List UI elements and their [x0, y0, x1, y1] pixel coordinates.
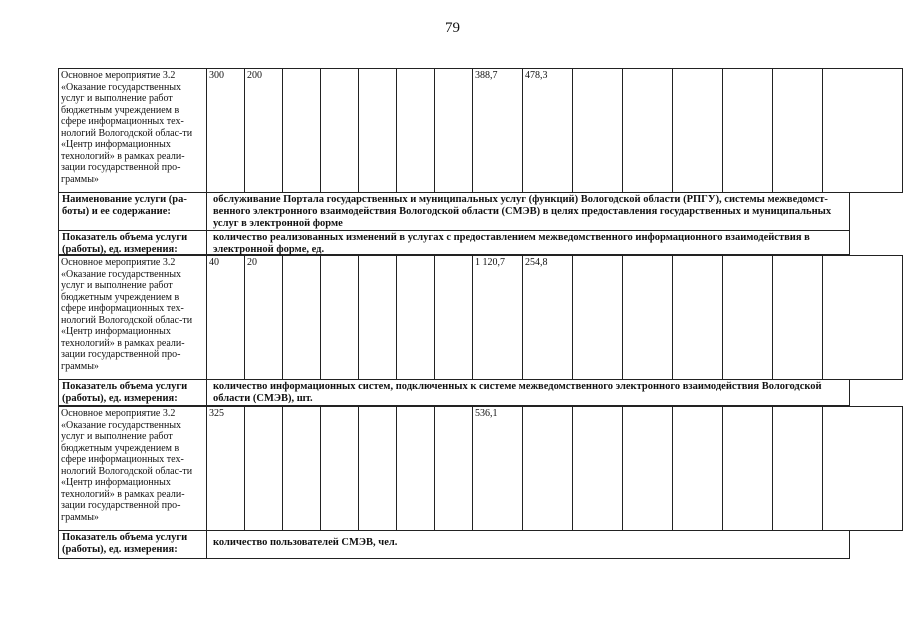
table-cell — [359, 407, 397, 531]
table-cell — [397, 256, 435, 380]
indicator-row-1 — [58, 231, 850, 255]
table-cell — [397, 407, 435, 531]
activity-row-2 — [58, 255, 850, 380]
table-cell: 300 — [207, 69, 245, 193]
table-cell — [573, 407, 623, 531]
page-number: 79 — [445, 20, 460, 36]
table-cell — [359, 69, 397, 193]
indicator-value: количество реализованных изменений в услугах с предоставлением межведомственного информационного взаимодействия в электронной форме, ед. — [213, 232, 810, 255]
activity-row-1 — [58, 68, 850, 193]
data-table-3 — [58, 406, 903, 531]
table-cell — [435, 256, 473, 380]
service-label: Наименование услуги (ра-боты) и ее содержание: — [59, 193, 207, 230]
table-cell — [435, 407, 473, 531]
table-cell — [723, 256, 773, 380]
table-cell — [435, 69, 473, 193]
table-cell: 40 — [207, 256, 245, 380]
activity-description: Основное мероприятие 3.2 «Оказание государственных услуг и выполнение работ бюджетным учреждением в сфере информационных тех-нологий Вологодской облас-ти «Центр информационных технологий» в рамках реали-зации государственной про-граммы» — [59, 407, 207, 531]
indicator-row-2 — [58, 380, 850, 406]
table-cell — [321, 256, 359, 380]
indicator-row-3 — [58, 531, 850, 559]
indicator-label: Показатель объема услуги (работы), ед. измерения: — [59, 380, 207, 405]
table-cell — [673, 256, 723, 380]
table-cell — [283, 256, 321, 380]
table-cell: 20 — [245, 256, 283, 380]
indicator-value: количество пользователей СМЭВ, чел. — [213, 537, 398, 548]
table-cell — [623, 256, 673, 380]
table-cell — [823, 407, 903, 531]
table-cell — [523, 407, 573, 531]
table-cell: 1 120,7 — [473, 256, 523, 380]
table-cell — [573, 69, 623, 193]
indicator-label: Показатель объема услуги (работы), ед. измерения: — [59, 231, 207, 254]
table-cell — [673, 69, 723, 193]
table-cell — [823, 69, 903, 193]
table-cell: 536,1 — [473, 407, 523, 531]
service-value: обслуживание Портала государственных и муниципальных услуг (функций) Вологодской области (РПГУ), системы межведомст-венного электронного взаимодействия Вологодской области (СМЭВ) в целях предоставления государственных и муниципальных услуг в электронной форме — [213, 194, 832, 229]
table-cell — [823, 256, 903, 380]
table-cell: 254,8 — [523, 256, 573, 380]
table-cell — [321, 407, 359, 531]
activity-row-3 — [58, 406, 850, 531]
table-cell — [773, 256, 823, 380]
table-cell — [623, 69, 673, 193]
table-cell: 478,3 — [523, 69, 573, 193]
table-cell: 325 — [207, 407, 245, 531]
table-cell — [397, 69, 435, 193]
table-cell — [673, 407, 723, 531]
activity-description: Основное мероприятие 3.2 «Оказание государственных услуг и выполнение работ бюджетным учреждением в сфере информационных тех-нологий Вологодской облас-ти «Центр информационных технологий» в рамках реали-зации государственной про-граммы» — [59, 256, 207, 380]
activity-description: Основное мероприятие 3.2 «Оказание государственных услуг и выполнение работ бюджетным учреждением в сфере информационных тех-нологий Вологодской облас-ти «Центр информационных технологий» в рамках реали-зации государственной про-граммы» — [59, 69, 207, 193]
table-cell — [573, 256, 623, 380]
table-cell — [283, 69, 321, 193]
table-cell — [245, 407, 283, 531]
table-cell — [723, 69, 773, 193]
table-cell — [283, 407, 321, 531]
data-table-1 — [58, 68, 903, 193]
indicator-value: количество информационных систем, подключенных к системе межведомственного электронного взаимодействия Вологодской области (СМЭВ), шт. — [213, 381, 822, 404]
table-cell — [773, 69, 823, 193]
table-cell — [773, 407, 823, 531]
data-table-2 — [58, 255, 903, 380]
indicator-label: Показатель объема услуги (работы), ед. измерения: — [59, 531, 207, 558]
table-cell: 388,7 — [473, 69, 523, 193]
table-cell — [359, 256, 397, 380]
service-name-row — [58, 193, 850, 231]
table-cell — [723, 407, 773, 531]
table-cell — [623, 407, 673, 531]
table-cell — [321, 69, 359, 193]
table-cell: 200 — [245, 69, 283, 193]
